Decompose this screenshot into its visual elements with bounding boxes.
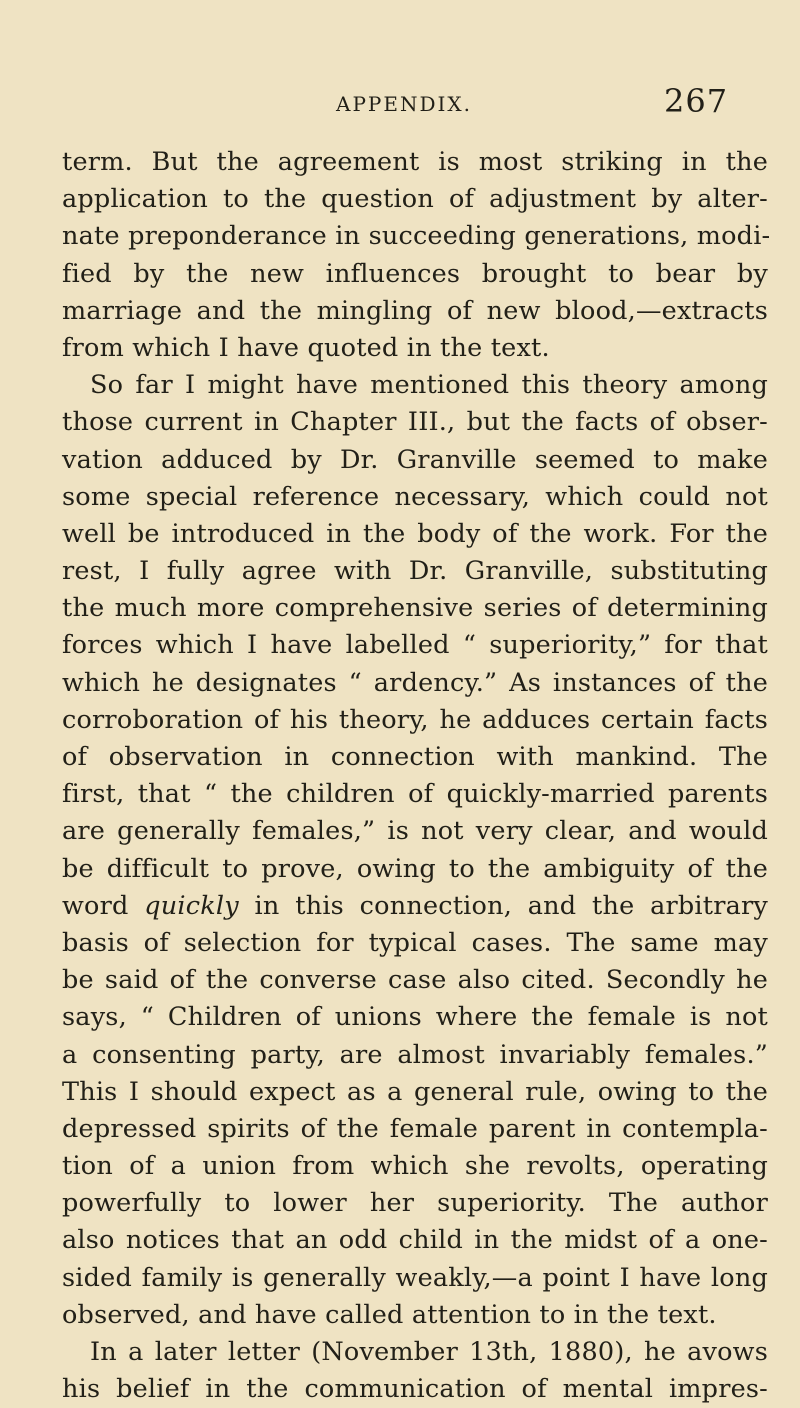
italic-word: quickly xyxy=(144,890,239,921)
text-fragment: in this connection, and the arbitrary xyxy=(254,890,768,921)
text-line: says, “ Children of unions where the female is not xyxy=(62,1002,768,1033)
text-line: In a later letter (November 13th, 1880), he avows xyxy=(90,1337,768,1367)
text-line: fied by the new influences brought to bear by xyxy=(62,258,768,289)
text-line: sided family is generally weakly,—a point I have long xyxy=(62,1262,768,1293)
page-number: 267 xyxy=(664,82,729,120)
text-line: forces which I have labelled “ superiority,” for that xyxy=(62,630,768,661)
body-text xyxy=(62,144,771,1408)
text-line: of observation in connection with mankind. The xyxy=(62,742,768,772)
text-line: marriage and the mingling of new blood,—extracts xyxy=(62,295,768,326)
text-line: those current in Chapter III., but the facts of obser- xyxy=(62,407,768,438)
text-line-with-italic xyxy=(62,888,768,925)
text-line: basis of selection for typical cases. The same may xyxy=(62,927,768,958)
text-line: application to the question of adjustment by alter- xyxy=(62,184,768,215)
text-fragment: word xyxy=(62,890,145,921)
text-line: vation adduced by Dr. Granville seemed to make xyxy=(62,444,768,475)
text-line: powerfully to lower her superiority. The author xyxy=(62,1188,768,1219)
text-line: observed, and have called attention to in the text. xyxy=(62,1299,717,1330)
text-line: So far I might have mentioned this theory among xyxy=(90,370,768,401)
text-line: a consenting party, are almost invariably females.” xyxy=(62,1039,768,1070)
text-line: This I should expect as a general rule, owing to the xyxy=(62,1076,768,1107)
text-line: which he designates “ ardency.” As instances of the xyxy=(62,667,768,698)
text-line: from which I have quoted in the text. xyxy=(62,332,550,363)
text-line: corroboration of his theory, he adduces certain facts xyxy=(62,704,768,735)
running-title: APPENDIX. xyxy=(336,92,472,116)
text-line: nate preponderance in succeeding generations, modi- xyxy=(62,221,771,252)
text-line: are generally females,” is not very clear, and would xyxy=(62,816,768,847)
text-line: term. But the agreement is most striking in the xyxy=(62,147,768,177)
text-line: his belief in the communication of mental impres- xyxy=(62,1374,768,1405)
running-head xyxy=(0,82,800,126)
text-line: be said of the converse case also cited. Secondly he xyxy=(62,965,768,996)
text-line: be difficult to prove, owing to the ambiguity of the xyxy=(62,853,768,884)
text-line: first, that “ the children of quickly-married parents xyxy=(62,779,768,810)
text-line: well be introduced in the body of the work. For the xyxy=(62,518,768,549)
text-line: tion of a union from which she revolts, operating xyxy=(62,1151,768,1182)
text-line: the much more comprehensive series of determining xyxy=(62,593,768,624)
text-line: also notices that an odd child in the midst of a one- xyxy=(62,1225,768,1256)
text-line: rest, I fully agree with Dr. Granville, substituting xyxy=(62,556,768,587)
text-line: some special reference necessary, which could not xyxy=(62,481,768,512)
text-line: depressed spirits of the female parent in contempla- xyxy=(62,1113,768,1144)
